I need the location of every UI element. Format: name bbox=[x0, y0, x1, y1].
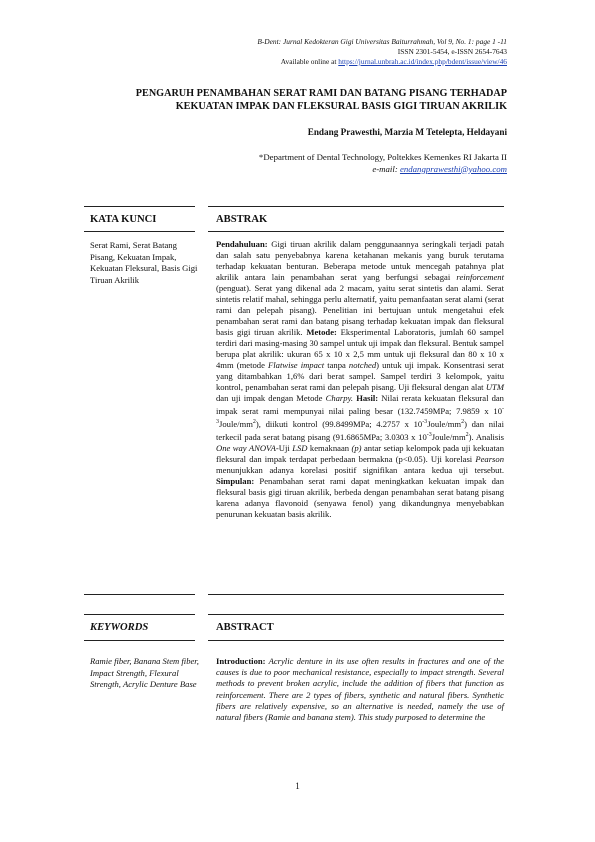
abstrak-conclusion-text: Penambahan serat rami dapat meningkatkan kekuatan impak dan fleksural basis gigi tiruan akrilik, berbeda dengan penambahan serat batang pisang karena adanya flavonoid (senyawa fenol) yang dikandungnya menyebabkan penurunan kekuatan basis akrilik. bbox=[216, 475, 504, 519]
journal-url-link[interactable]: https://jurnal.unbrah.ac.id/index.php/bdent/issue/view/46 bbox=[338, 57, 507, 66]
keywords-heading-rule bbox=[84, 640, 195, 641]
journal-citation: B-Dent: Jurnal Kedokteran Gigi Universitas Baiturrahmah, Vol 9, No. 1: page 1 -11 bbox=[257, 37, 507, 46]
abstrak-method-italic-3: UTM bbox=[485, 382, 504, 392]
abstrak-method-text-2: tanpa bbox=[324, 360, 349, 370]
kata-kunci-bottom-rule bbox=[84, 594, 195, 595]
abstrak-body bbox=[216, 239, 504, 520]
abstract-heading: ABSTRACT bbox=[216, 622, 274, 633]
abstrak-heading-rule bbox=[208, 231, 504, 232]
abstract-intro-label: Introduction: bbox=[216, 656, 266, 666]
abstrak-method-label: Metode: bbox=[306, 327, 337, 337]
paper-title bbox=[84, 88, 507, 113]
abstrak-method-italic-2: notched bbox=[348, 360, 377, 370]
abstrak-intro-text-2: (penguat). Serat yang dikenal ada 2 macam, yaitu serat sintetis dan alami. Serat sintetis relatif mahal, sehingga perlu alternatif, yaitu pemanfaatan serat alami (serat rami dan pelepah pisang). Penelitian ini bertujuan untuk mengetahui efek penambahan serat rami dan batang pisang terhadap kekuatan impak dan fleksural basis gigi tiruan akrilik. bbox=[216, 283, 504, 337]
paper-authors: Endang Prawesthi, Marzia M Tetelepta, Heldayani bbox=[307, 127, 507, 137]
paper-title-line-1: PENGARUH PENAMBAHAN SERAT RAMI DAN BATANG PISANG TERHADAP bbox=[135, 88, 507, 99]
abstrak-result-text-5: menunjukkan adanya korelasi positif signifikan antara kedua uji tersebut. bbox=[216, 464, 504, 475]
abstrak-result-text-3: kemaknaan bbox=[307, 442, 352, 453]
abstrak-result-text-4: antar setiap kelompok pada uji kekuatan fleksural dan impak terdapat perbedaan bermakna (p<0.05). Uji korelasi bbox=[216, 442, 505, 464]
abstrak-result-text: Nilai rerata kekuatan fleksural dan impak serat rami mempunyai nilai paling besar (132.7459MPa; 7.9859 x $10^{-3}Joule/mm^2$), diikuti kontrol (99.8499MPa; 4.2757 x $10^{-3}Joule/mm^2$) dan nilai terkecil pada serat batang pisang (91.6865MPa; 3.0303 x $10^{-3}Joule/mm^2$). Analisis bbox=[216, 393, 504, 442]
abstrak-result-italic-1: One way ANOVA bbox=[216, 442, 276, 453]
journal-header bbox=[257, 37, 507, 67]
keywords-heading: KEYWORDS bbox=[90, 622, 149, 633]
kata-kunci-heading-rule bbox=[84, 231, 195, 232]
journal-issn: ISSN 2301-5454, e-ISSN 2654-7643 bbox=[397, 47, 507, 56]
abstrak-result-italic-4: Pearson bbox=[475, 453, 504, 464]
abstrak-method-text-3: ) untuk uji impak. Konsentrasi serat yang ditambahkan 1,6% dari berat sampel. Sampel terdiri 3 kelompok, yaitu kontrol, penambahan serat rami dan pelepah pisang. Uji fleksural dengan alat bbox=[216, 360, 504, 392]
abstrak-bottom-rule bbox=[208, 594, 504, 595]
page-number: 1 bbox=[295, 781, 300, 791]
abstrak-method-text-4: dan uji impak dengan Metode bbox=[216, 393, 326, 403]
abstrak-result-label: Hasil: bbox=[353, 393, 379, 403]
abstract-top-rule bbox=[208, 614, 504, 615]
abstrak-method-italic-1: Flatwise impact bbox=[268, 360, 325, 370]
abstract-heading-rule bbox=[208, 640, 504, 641]
email-label: e-mail: bbox=[372, 163, 400, 174]
author-affiliation-block bbox=[259, 152, 507, 175]
abstrak-conclusion-label: Simpulan: bbox=[216, 475, 255, 486]
abstract-body bbox=[216, 656, 504, 723]
author-affiliation: *Department of Dental Technology, Poltekkes Kemenkes RI Jakarta II bbox=[258, 152, 507, 162]
abstrak-result-italic-2: LSD bbox=[292, 442, 308, 453]
abstrak-method-text: Eksperimental Laboratoris, jumlah 60 sampel terdiri dari masing-masing 30 sampel untuk uji impak dan fleksural. Bentuk sampel berupa plat akrilik: ukuran 65 x 10 x 2,5 mm untuk uji fleksural dan 80 x 10 x 4mm (metode bbox=[216, 327, 504, 370]
journal-availability bbox=[257, 57, 507, 67]
abstrak-heading: ABSTRAK bbox=[216, 214, 268, 225]
abstract-intro-text: Acrylic denture in its use often results in fractures and one of the causes is due to poor mechanical resistance, especially to impact strength. Several methods to prevent broken acrylic, include the addition of fibers that function as reinforcement. There are 2 types of fibers, synthetic and natural fibers. Synthetic fibers are relatively expensive, so an alternative is needed, namely the use of natural fibers (Ramie and banana stem). This study purposed to determine the bbox=[216, 656, 504, 723]
keywords-text: Ramie fiber, Banana Stem fiber, Impact Strength, Flexural Strength, Acrylic Denture Base bbox=[90, 656, 199, 690]
abstrak-top-rule bbox=[208, 206, 504, 207]
available-prefix: Available online at bbox=[280, 57, 339, 66]
author-email-link[interactable]: endangprawesthi@yahoo.com bbox=[399, 163, 507, 174]
abstrak-intro-text: Gigi tiruan akrilik dalam penggunaannya seringkali terjadi patah dan salah satu penyebabnya karena ketahanan mekanis yang buruk terutama terhadap kekuatan benturan. Beberapa metode untuk mencegah patahnya plat akrilik antara lain penambahan serat yang berfungsi sebagai bbox=[216, 239, 504, 282]
abstrak-intro-label: Pendahuluan: bbox=[216, 239, 268, 249]
abstrak-intro-italic: reinforcement bbox=[456, 272, 504, 282]
abstrak-result-text-2: -Uji bbox=[275, 442, 293, 453]
kata-kunci-text: Serat Rami, Serat Batang Pisang, Kekuatan Impak, Kekuatan Fleksural, Basis Gigi Tiruan Akrilik bbox=[90, 240, 198, 285]
kata-kunci-top-rule bbox=[84, 206, 195, 207]
abstrak-result-italic-3: (p) bbox=[351, 442, 362, 453]
author-email-line bbox=[259, 164, 507, 176]
kata-kunci-heading: KATA KUNCI bbox=[90, 214, 157, 225]
abstrak-method-italic-4: Charpy. bbox=[325, 393, 354, 403]
keywords-top-rule bbox=[84, 614, 195, 615]
paper-title-line-2: KEKUATAN IMPAK DAN FLEKSURAL BASIS GIGI TIRUAN AKRILIK bbox=[175, 100, 507, 112]
